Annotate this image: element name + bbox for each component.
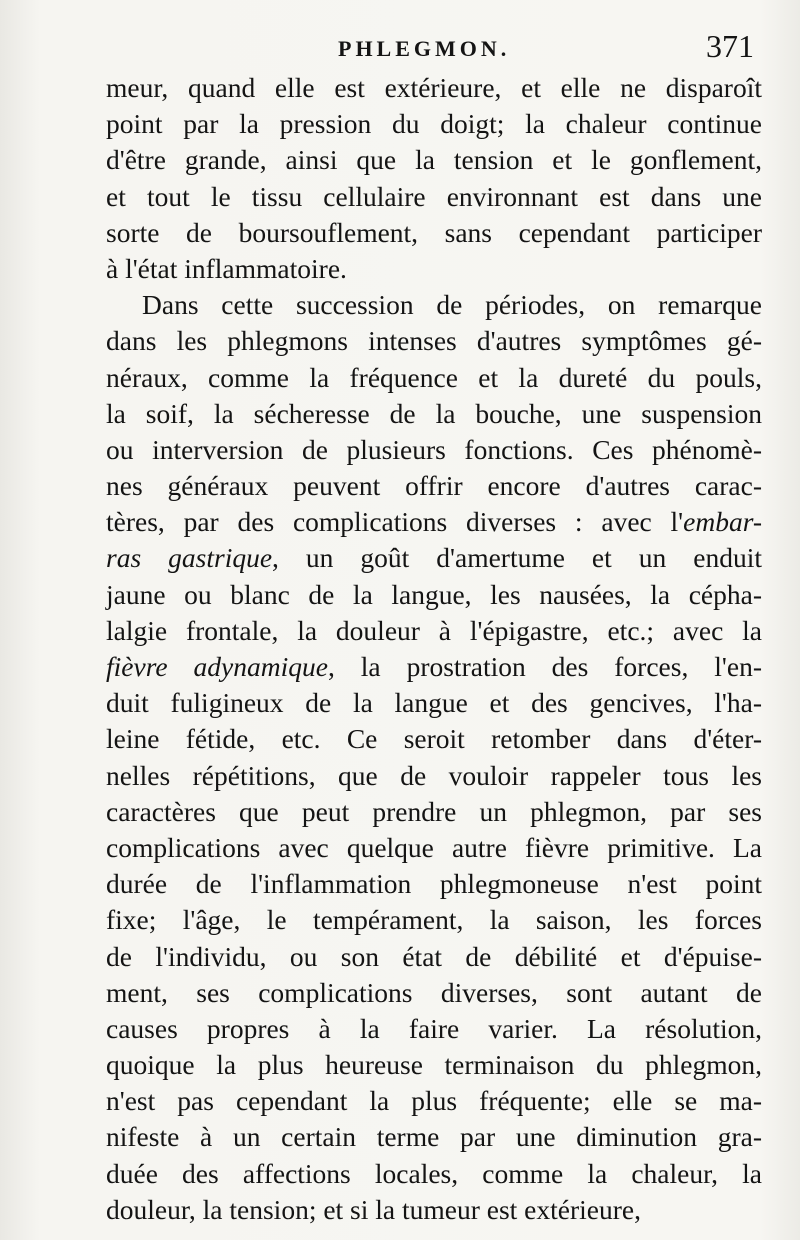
text-segment: douleur, la tension; et si la tumeur est extérieure, <box>106 1193 641 1225</box>
text-segment: caractères que peut prendre un phlegmon, par ses <box>106 795 762 827</box>
text-segment: nelles répétitions, que de vouloir rappeler tous les <box>106 759 762 791</box>
text-segment: durée de l'inflammation phlegmoneuse n'est point <box>106 868 762 900</box>
text-segment: , un goût d'amertume et un enduit <box>272 542 763 574</box>
text-line <box>106 1083 762 1119</box>
text-line <box>106 287 762 323</box>
text-line <box>106 540 762 576</box>
text-line <box>106 758 762 794</box>
text-segment: duit fuligineux de la langue et des gencives, l'ha- <box>106 687 762 719</box>
page-number: 371 <box>706 28 754 64</box>
italic-text-segment: ras gastrique <box>106 542 273 574</box>
text-segment: , la prostration des forces, l'en- <box>327 651 762 682</box>
text-segment: néraux, comme la fréquence et la dureté du pouls, <box>106 361 762 393</box>
text-line <box>106 902 762 938</box>
text-segment: la soif, la sécheresse de la bouche, une suspension <box>106 397 762 429</box>
text-line <box>106 106 762 142</box>
text-line <box>106 1119 762 1155</box>
text-segment: Dans cette succession de périodes, on remarque <box>142 289 762 321</box>
italic-text-segment: fièvre adynamique <box>106 651 328 682</box>
text-line <box>106 866 762 902</box>
text-segment: tères, par des complications diverses : avec l' <box>106 506 684 538</box>
text-line <box>106 1011 762 1047</box>
text-line <box>106 685 762 721</box>
text-line <box>106 975 762 1011</box>
text-line <box>106 142 762 178</box>
text-segment: lalgie frontale, la douleur à l'épigastre, etc.; avec la <box>106 614 762 646</box>
text-line <box>106 396 762 432</box>
text-segment: d'être grande, ainsi que la tension et le gonflement, <box>106 144 762 176</box>
text-line <box>106 577 762 613</box>
text-line <box>106 360 762 396</box>
text-segment: meur, quand elle est extérieure, et elle ne disparoît <box>106 72 762 103</box>
text-segment: nifeste à un certain terme par une diminution gra- <box>106 1121 762 1153</box>
text-segment: et tout le tissu cellulaire environnant est dans une <box>106 180 762 212</box>
text-segment: de l'individu, ou son état de débilité et d'épuise- <box>106 940 762 972</box>
text-line <box>106 179 762 215</box>
text-line <box>106 939 762 975</box>
text-line <box>106 794 762 830</box>
text-segment: duée des affections locales, comme la chaleur, la <box>106 1157 762 1189</box>
text-segment: leine fétide, etc. Ce seroit retomber dans d'éter- <box>106 723 762 755</box>
text-line <box>106 504 762 540</box>
text-line <box>106 1156 762 1192</box>
text-line <box>106 468 762 504</box>
page-header <box>0 28 800 70</box>
text-segment: dans les phlegmons intenses d'autres symptômes gé- <box>106 325 762 357</box>
text-segment: sorte de boursouflement, sans cependant participer <box>106 216 762 248</box>
text-segment: quoique la plus heureuse terminaison du phlegmon, <box>106 1049 762 1081</box>
text-line <box>106 1192 762 1228</box>
text-segment: nes généraux peuvent offrir encore d'autres carac- <box>106 470 762 502</box>
text-segment: point par la pression du doigt; la chaleur continue <box>106 108 762 140</box>
text-line <box>106 432 762 468</box>
text-line <box>106 251 762 287</box>
running-title: PHLEGMON. <box>338 36 511 61</box>
text-line <box>106 721 762 757</box>
text-segment: fixe; l'âge, le tempérament, la saison, les forces <box>106 904 762 936</box>
body-text <box>106 70 762 1228</box>
text-line <box>106 323 762 359</box>
text-segment: ment, ses complications diverses, sont autant de <box>106 976 762 1008</box>
text-line <box>106 649 762 685</box>
text-line <box>106 70 762 106</box>
text-segment: ou interversion de plusieurs fonctions. Ces phénomè- <box>106 433 762 465</box>
text-line <box>106 215 762 251</box>
text-segment: causes propres à la faire varier. La résolution, <box>106 1012 762 1044</box>
text-line <box>106 613 762 649</box>
text-line <box>106 1047 762 1083</box>
text-segment: à l'état inflammatoire. <box>106 252 347 284</box>
italic-text-segment: embar- <box>683 506 762 538</box>
text-segment: n'est pas cependant la plus fréquente; elle se ma- <box>106 1085 762 1117</box>
text-segment: complications avec quelque autre fièvre primitive. La <box>106 831 762 863</box>
text-segment: jaune ou blanc de la langue, les nausées, la cépha- <box>106 578 762 610</box>
text-line <box>106 830 762 866</box>
